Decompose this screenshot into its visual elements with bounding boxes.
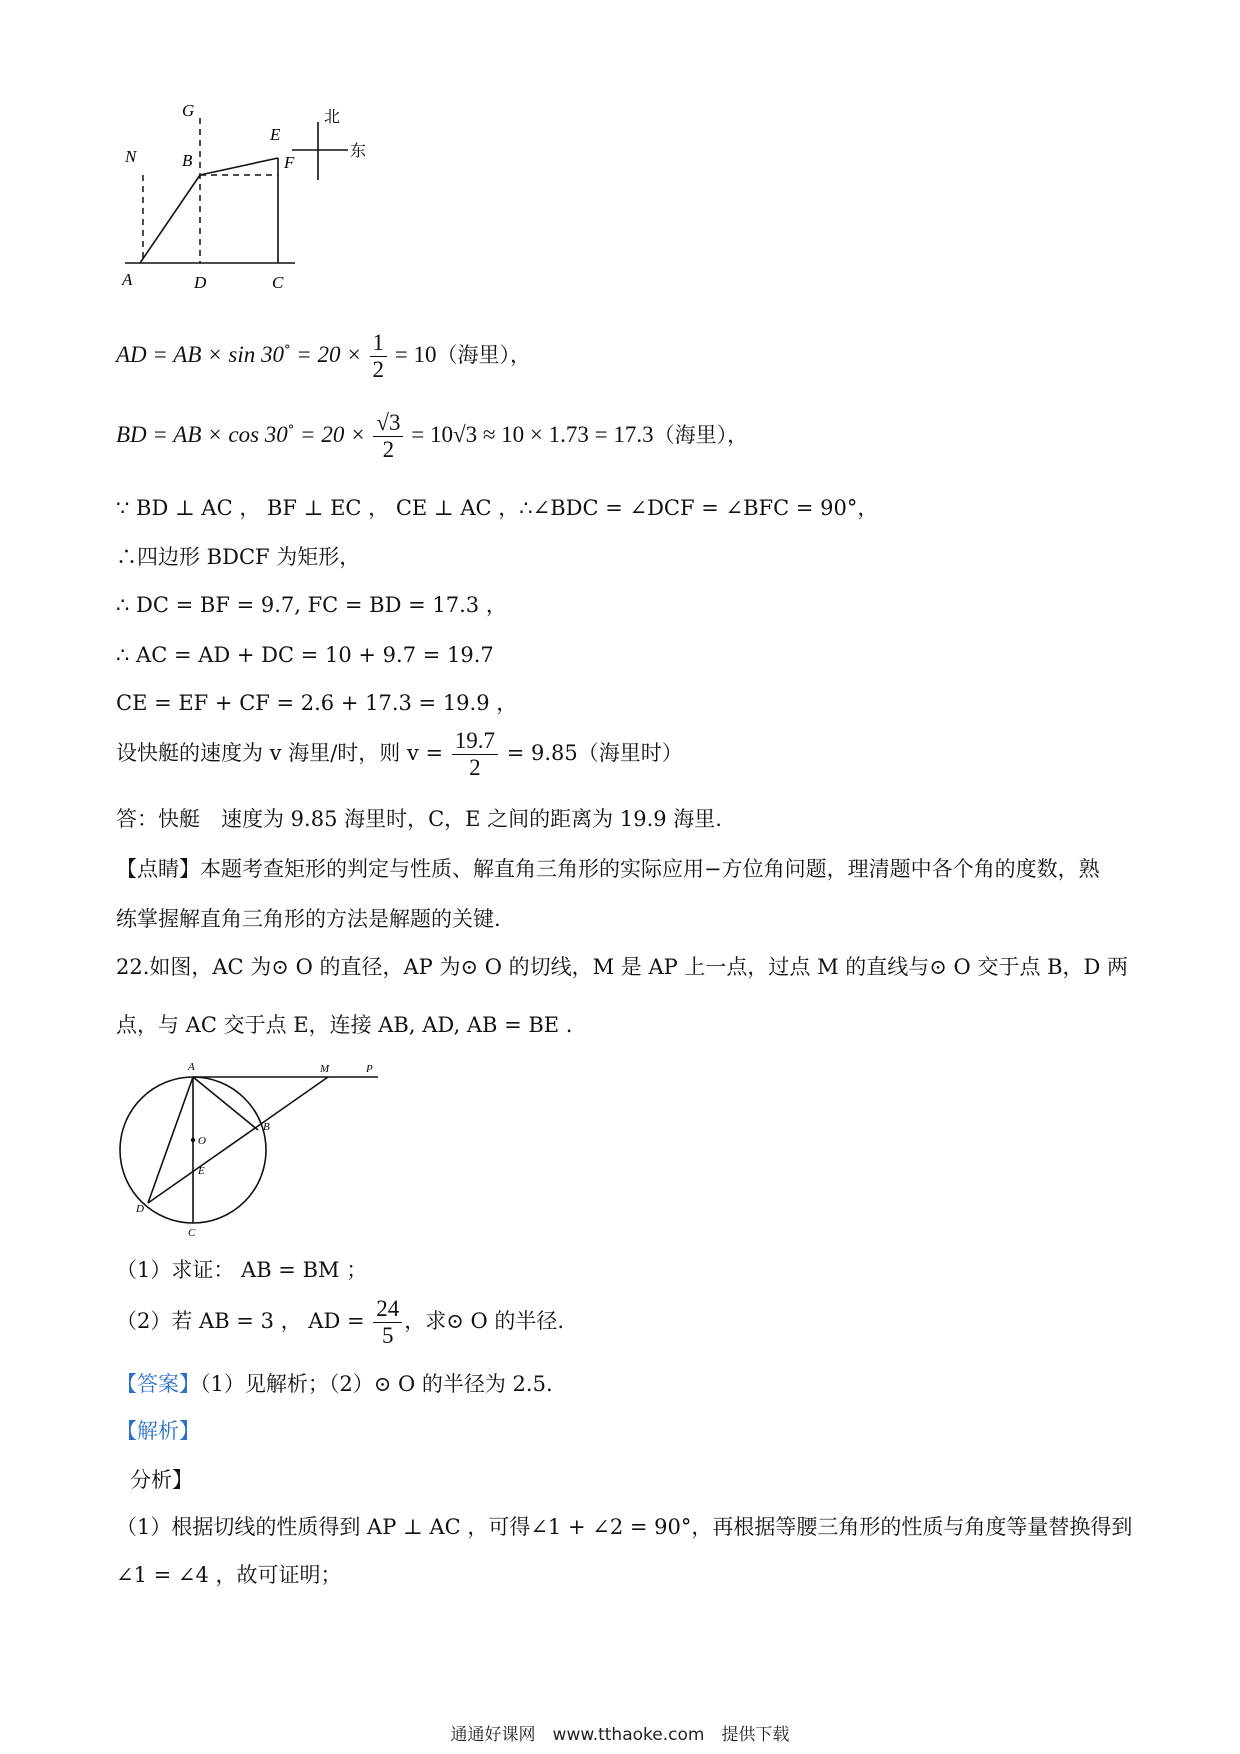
question-part-2: （2）若 AB = 3 ， AD = $\frac{24}{5}$ ，求⊙ O 的半径. — [116, 1296, 565, 1348]
label-g: G — [182, 101, 195, 120]
line-ad: AD = AB × sin 30° = 20 × $\frac{1}{2}$ = 10（海里）， — [116, 330, 532, 382]
line-rectangle: ∴四边形 BDCF 为矩形， — [116, 545, 361, 569]
circle-diagram — [108, 1058, 408, 1240]
line-speed: 设快艇的速度为 v 海里/时，则 v = $\frac{19.7}{2}$ = 9.85（海里时） — [116, 728, 683, 780]
line-perpendicular: ∵ BD ⊥ AC ， BF ⊥ EC ， CE ⊥ AC ，∴∠BDC = ∠DCF = ∠BFC = 90°， — [116, 496, 879, 520]
analysis-tag: 【解析】 — [116, 1419, 200, 1443]
analysis-heading: 分析】 — [130, 1468, 193, 1492]
label-e: E — [270, 125, 281, 144]
line-point-1: 【点睛】本题考查矩形的判定与性质、解直角三角形的实际应用−方位角问题，理清题中各个角的度数，熟 — [116, 857, 1100, 881]
label-o: O — [198, 1135, 206, 1147]
footer: 通通好课网 www.tthaoke.com 提供下载 — [450, 1725, 790, 1745]
line-bd: BD = AB × cos 30° = 20 × $\frac{√3}{2}$ = 10√3 ≈ 10 × 1.73 = 17.3（海里）， — [116, 410, 749, 462]
label-n: N — [125, 147, 137, 166]
step-1-line-a: （1）根据切线的性质得到 AP ⊥ AC ，可得∠1 + ∠2 = 90°，再根据等腰三角形的性质与角度等量替换得到 — [116, 1515, 1133, 1539]
label-a: A — [188, 1061, 195, 1073]
line-point-2: 练掌握解直角三角形的方法是解题的关键. — [116, 907, 501, 931]
compass-east-label: 东 — [350, 141, 367, 160]
label-m: M — [320, 1063, 330, 1075]
answer-tag: 【答案】 — [116, 1372, 200, 1396]
label-c: C — [272, 273, 284, 292]
answer-line: 【答案】（1）见解析；（2）⊙ O 的半径为 2.5. — [116, 1372, 553, 1396]
question-22-line-1: 22.如图，AC 为⊙ O 的直径，AP 为⊙ O 的切线，M 是 AP 上一点，过点 M 的直线与⊙ O 交于点 B，D 两 — [116, 955, 1129, 979]
step-1-line-b: ∠1 = ∠4 ，故可证明； — [116, 1563, 342, 1587]
line-ac: ∴ AC = AD + DC = 10 + 9.7 = 19.7 — [116, 643, 494, 667]
label-c: C — [188, 1227, 196, 1239]
label-d: D — [194, 273, 207, 292]
label-f: F — [284, 153, 295, 172]
compass-north-label: 北 — [324, 107, 341, 126]
label-d: D — [136, 1203, 144, 1215]
label-e: E — [198, 1165, 205, 1177]
label-p: P — [366, 1063, 373, 1075]
line-dc: ∴ DC = BF = 9.7, FC = BD = 17.3 ， — [116, 593, 507, 617]
label-b: B — [263, 1121, 270, 1133]
question-part-1: （1）求证： AB = BM ； — [116, 1258, 368, 1282]
question-22-line-2: 点，与 AC 交于点 E，连接 AB, AD, AB = BE . — [116, 1013, 573, 1037]
line-answer: 答：快艇 速度为 9.85 海里时，C，E 之间的距离为 19.9 海里. — [116, 807, 722, 831]
label-a: A — [122, 270, 133, 289]
bearing-diagram — [110, 100, 410, 310]
label-b: B — [182, 151, 193, 170]
line-ce: CE = EF + CF = 2.6 + 17.3 = 19.9 ， — [116, 691, 518, 715]
